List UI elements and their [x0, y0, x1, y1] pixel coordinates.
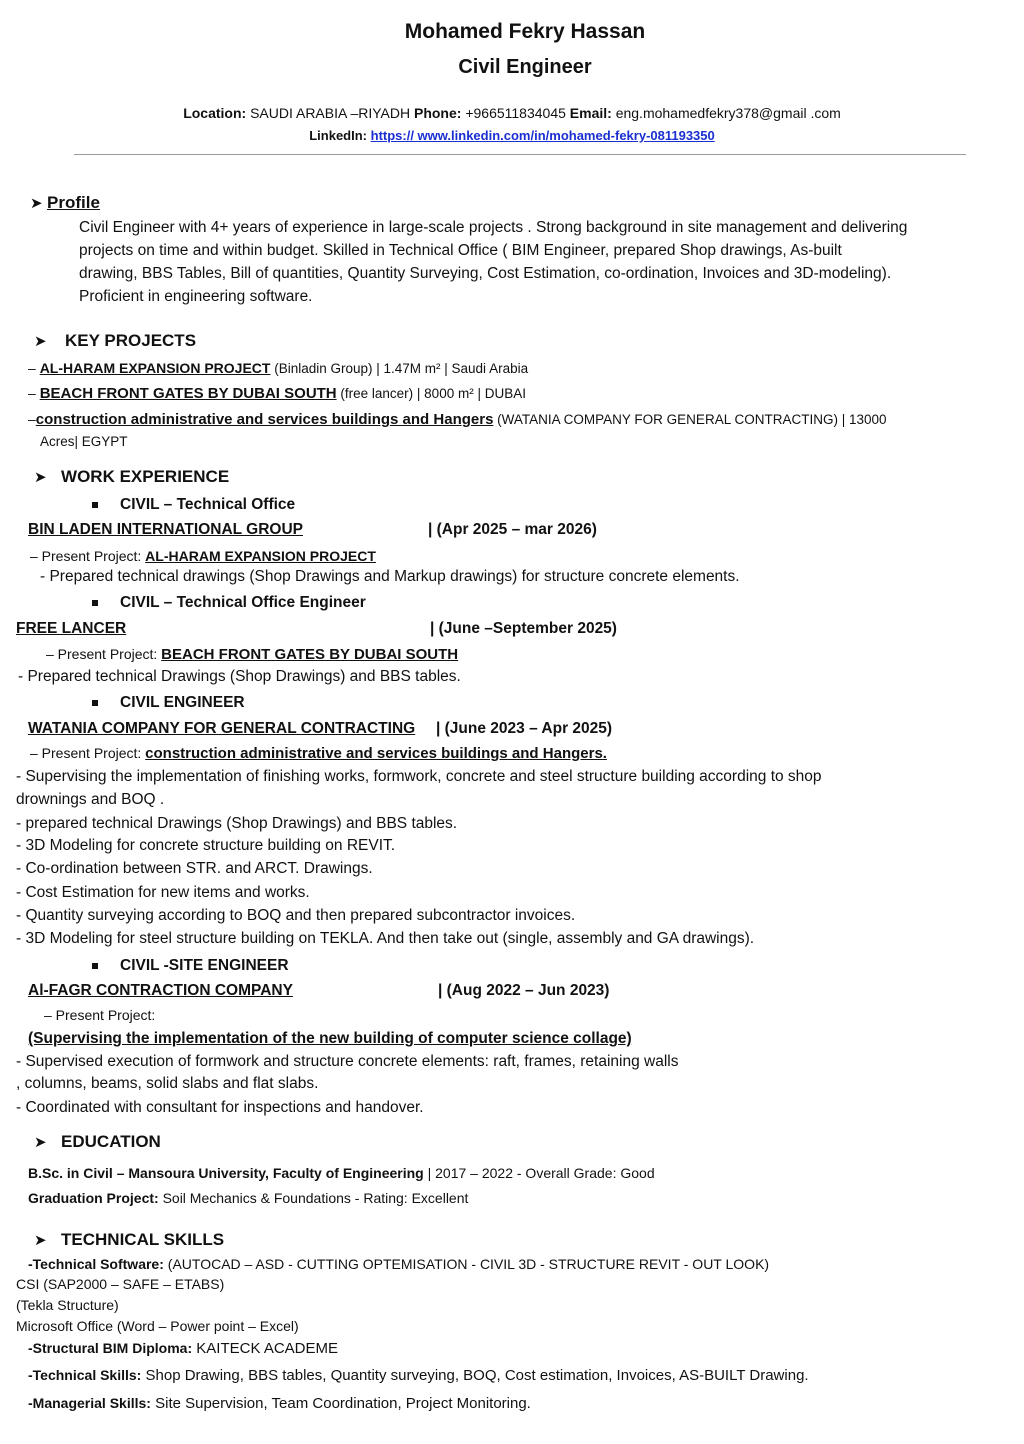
key-projects-heading — [34, 331, 196, 351]
arrow-bullet-icon: ➤ — [34, 333, 47, 350]
company-name: FREE LANCER — [16, 620, 127, 637]
phone: +966511834045 — [465, 105, 566, 121]
project-detail: (WATANIA COMPANY FOR GENERAL CONTRACTING) | 13000 — [493, 412, 887, 427]
education-degree — [28, 1165, 655, 1181]
duty-line: - Coordinated with consultant for inspections and handover. — [16, 1099, 424, 1116]
education-heading — [34, 1132, 161, 1152]
square-bullet-icon — [92, 963, 98, 969]
present-project — [30, 745, 607, 762]
arrow-bullet-icon: ➤ — [34, 469, 47, 486]
square-bullet-icon — [92, 700, 98, 706]
project-name: AL-HARAM EXPANSION PROJECT — [39, 360, 271, 376]
job-role — [92, 694, 245, 712]
square-bullet-icon — [92, 600, 98, 606]
job-dates: | (June 2023 – Apr 2025) — [436, 720, 613, 737]
contact-line — [0, 105, 1024, 121]
job-dates: | (Aug 2022 – Jun 2023) — [438, 982, 610, 999]
job-dates: | (June –September 2025) — [430, 620, 617, 637]
key-project-item: –construction administrative and services buildings and Hangers (WATANIA COMPANY FOR GENERAL CONTRACTING) | 13000 — [28, 411, 887, 428]
company-name: WATANIA COMPANY FOR GENERAL CONTRACTING — [28, 720, 416, 737]
location-label: Location: — [183, 105, 247, 121]
arrow-bullet-icon: ➤ — [34, 1232, 47, 1249]
key-project-item: – AL-HARAM EXPANSION PROJECT (Binladin Group) | 1.47M m² | Saudi Arabia — [28, 360, 529, 376]
duty-line: - Co-ordination between STR. and ARCT. Drawings. — [16, 860, 373, 877]
work-heading-text: WORK EXPERIENCE — [61, 467, 230, 486]
tech-text: Shop Drawing, BBS tables, Quantity surveying, BOQ, Cost estimation, Invoices, AS-BUILT Drawing. — [141, 1367, 809, 1384]
linkedin-link[interactable]: https:// www.linkedin.com/in/mohamed-fekry-081193350 — [370, 128, 715, 143]
managerial-skills — [28, 1395, 531, 1412]
duty-line: - 3D Modeling for steel structure building on TEKLA. And then take out (single, assembly and GA drawings). — [16, 930, 755, 947]
project-name: BEACH FRONT GATES BY DUBAI SOUTH — [39, 385, 337, 402]
company-name: Al-FAGR CONTRACTION COMPANY — [28, 982, 293, 999]
skills-heading-text: TECHNICAL SKILLS — [61, 1230, 225, 1249]
present-project-name: AL-HARAM EXPANSION PROJECT — [145, 548, 376, 564]
education-heading-text: EDUCATION — [61, 1132, 161, 1151]
project-detail-continued: Acres| EGYPT — [40, 434, 128, 449]
present-project — [30, 548, 376, 564]
job-role — [92, 594, 366, 612]
duty-line: - Prepared technical Drawings (Shop Drawings) and BBS tables. — [18, 668, 461, 685]
software-text: (AUTOCAD – ASD - CUTTING OPTEMISATION - CIVIL 3D - STRUCTURE REVIT - OUT LOOK) — [163, 1256, 770, 1272]
duty-line: - Cost Estimation for new items and works. — [16, 884, 310, 901]
graduation-project-text: Soil Mechanics & Foundations - Rating: Excellent — [158, 1190, 469, 1206]
technical-software — [28, 1256, 769, 1272]
job-role-text: CIVIL – Technical Office — [120, 496, 296, 513]
software-line: CSI (SAP2000 – SAFE – ETABS) — [16, 1276, 225, 1292]
tech-label: -Technical Skills: — [28, 1367, 142, 1383]
present-project-name: construction administrative and services buildings and Hangers. — [145, 745, 607, 762]
profile-line: drawing, BBS Tables, Bill of quantities, Quantity Surveying, Cost Estimation, co-ordination, Invoices and 3D-modeling). — [79, 265, 892, 282]
header-divider — [74, 154, 966, 155]
degree-text: B.Sc. in Civil – Mansoura University, Faculty of Engineering — [28, 1165, 424, 1181]
duty-line: - Supervising the implementation of finishing works, formwork, concrete and steel structure building according to shop — [16, 768, 822, 785]
project-name: construction administrative and services buildings and Hangers — [35, 411, 494, 428]
duty-line: - prepared technical Drawings (Shop Drawings) and BBS tables. — [16, 815, 458, 832]
present-label: – Present Project: — [30, 548, 142, 564]
present-project — [46, 646, 458, 663]
project-detail: (free lancer) | 8000 m² | DUBAI — [336, 386, 526, 401]
profile-heading-text: Profile — [47, 193, 100, 212]
present-label: – Present Project: — [30, 745, 142, 761]
duty-line: - Supervised execution of formwork and structure concrete elements: raft, frames, retaining walls — [16, 1053, 679, 1070]
email[interactable]: eng.mohamedfekry378@gmail .com — [615, 105, 841, 121]
present-label: – Present Project: — [46, 646, 158, 662]
bim-label: -Structural BIM Diploma: — [28, 1340, 193, 1356]
email-label: Email: — [569, 105, 612, 121]
profile-line: Proficient in engineering software. — [79, 288, 313, 305]
job-title: Civil Engineer — [458, 56, 592, 78]
bim-diploma — [28, 1340, 338, 1357]
skills-heading — [34, 1230, 224, 1250]
job-role — [92, 957, 289, 975]
arrow-bullet-icon: ➤ — [34, 1134, 47, 1151]
key-project-item: – BEACH FRONT GATES BY DUBAI SOUTH (free lancer) | 8000 m² | DUBAI — [28, 385, 526, 402]
profile-heading — [30, 193, 100, 213]
duty-line: drownings and BOQ . — [16, 791, 165, 808]
job-dates: | (Apr 2025 – mar 2026) — [428, 521, 597, 538]
duty-line: - Quantity surveying according to BOQ and then prepared subcontractor invoices. — [16, 907, 576, 924]
job-role — [92, 496, 295, 514]
location: SAUDI ARABIA –RIYADH — [250, 105, 411, 121]
duty-line: , columns, beams, solid slabs and flat slabs. — [16, 1075, 319, 1092]
profile-line: Civil Engineer with 4+ years of experience in large-scale projects . Strong background in site management and delivering — [79, 219, 908, 236]
linkedin-label: LinkedIn: — [309, 128, 367, 143]
graduation-project-label: Graduation Project: — [28, 1190, 159, 1206]
work-heading — [34, 467, 229, 487]
software-line: (Tekla Structure) — [16, 1297, 119, 1313]
graduation-project — [28, 1190, 468, 1206]
duty-line: - 3D Modeling for concrete structure building on REVIT. — [16, 837, 396, 854]
job-role-text: CIVIL ENGINEER — [120, 694, 245, 711]
candidate-name: Mohamed Fekry Hassan — [404, 20, 646, 43]
software-line: Microsoft Office (Word – Power point – Excel) — [16, 1318, 299, 1334]
square-bullet-icon — [92, 502, 98, 508]
mgr-text: Site Supervision, Team Coordination, Project Monitoring. — [150, 1395, 531, 1412]
linkedin-line — [0, 128, 1024, 143]
job-role-text: CIVIL -SITE ENGINEER — [120, 957, 289, 974]
project-detail: (Binladin Group) | 1.47M m² | Saudi Arabia — [270, 361, 529, 376]
key-projects-heading-text: KEY PROJECTS — [65, 331, 197, 350]
profile-line: projects on time and within budget. Skilled in Technical Office ( BIM Engineer, prepared Shop drawings, As-built — [79, 242, 842, 259]
phone-label: Phone: — [413, 105, 462, 121]
present-project-name: BEACH FRONT GATES BY DUBAI SOUTH — [161, 646, 459, 663]
present-label: – Present Project: — [44, 1007, 156, 1023]
mgr-label: -Managerial Skills: — [28, 1395, 151, 1411]
present-project-name: (Supervising the implementation of the new building of computer science collage) — [28, 1030, 632, 1047]
job-role-text: CIVIL – Technical Office Engineer — [120, 594, 366, 611]
company-name: BIN LADEN INTERNATIONAL GROUP — [28, 521, 303, 538]
software-label: -Technical Software: — [28, 1256, 164, 1272]
technical-skills — [28, 1367, 809, 1384]
degree-detail: | 2017 – 2022 - Overall Grade: Good — [423, 1165, 655, 1181]
duty-line: - Prepared technical drawings (Shop Drawings and Markup drawings) for structure concrete elements. — [40, 568, 740, 585]
arrow-bullet-icon: ➤ — [30, 195, 43, 212]
bim-text: KAITECK ACADEME — [192, 1340, 338, 1357]
